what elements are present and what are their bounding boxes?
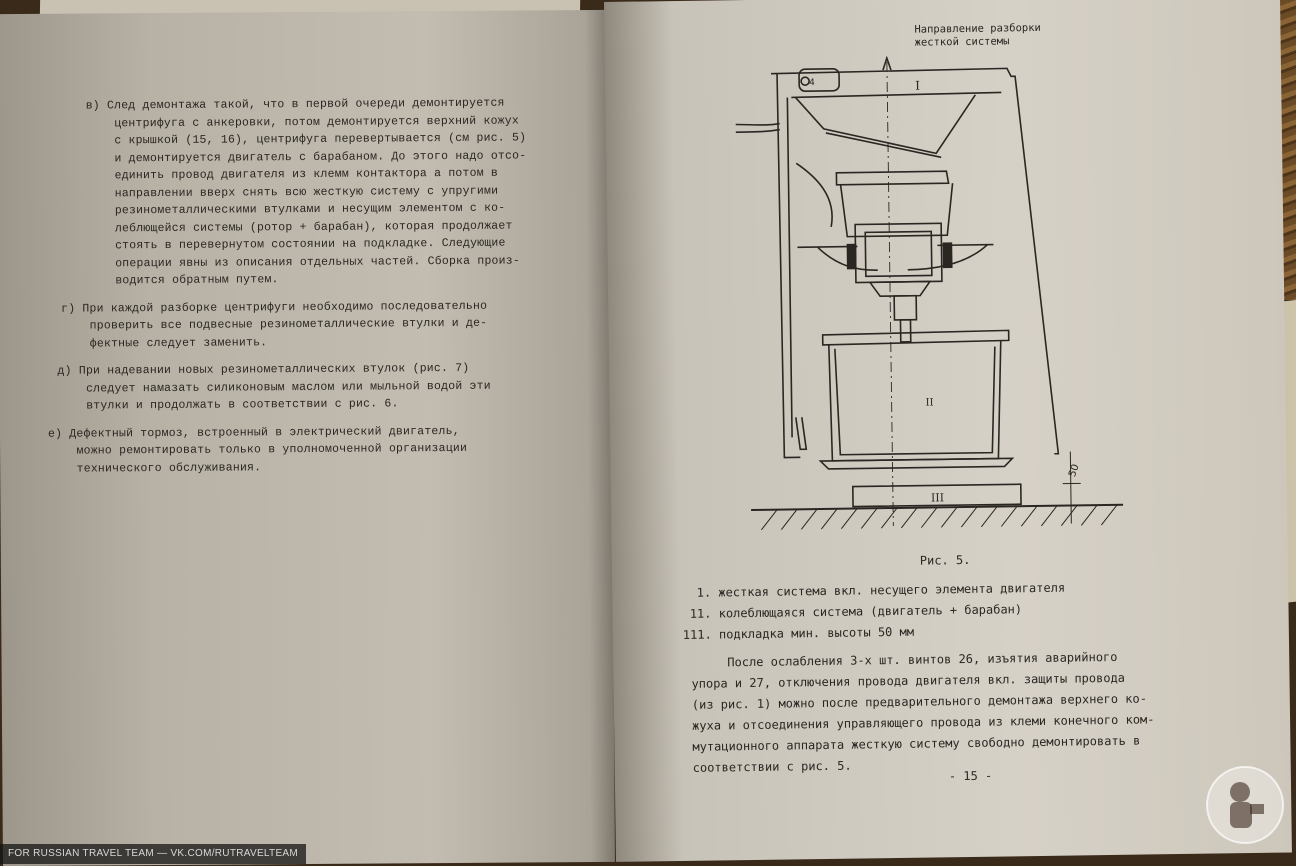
figure-caption: Рис. 5.	[920, 553, 971, 568]
label-III: III	[931, 491, 944, 504]
callout-label: 4	[809, 78, 815, 88]
paragraph-e: е) Дефектный тормоз, встроенный в электрический двигатель, можно ремонтировать только в уполномоченной организации технического обслуживания.	[48, 422, 529, 478]
label-II: II	[926, 397, 934, 408]
dimension-label: 50	[1067, 463, 1082, 479]
figure-legend: 1. жесткая система вкл. несущего элемента двигателя 11. колеблющаяся система (двигатель + барабан) 111. подкладка мин. высоты 50 мм	[682, 578, 1066, 646]
right-page	[604, 0, 1292, 862]
page-number: - 15 -	[949, 769, 993, 784]
nordskif-logo	[1204, 764, 1286, 846]
right-page-body: После ослабления 3-х шт. винтов 26, изъятия аварийного упора и 27, отключения провода двигателя вкл. защиты провода (из рис. 1) можно после предварительного демонтажа верхнего ко- жуха и отсоединения управляющего провода из клеми конечного ком- мутационного аппарата жесткую систему свободно демонтировать в соответствии с рис. 5.	[691, 646, 1155, 778]
left-page-text	[86, 94, 529, 477]
paragraph-v: в) След демонтажа такой, что в первой очереди демонтируется центрифуга с анкеровки, потом демонтируется верхний кожух с крышкой (15, 16), центрифуга перевертывается (см рис. 5) и демонтируется двигатель с барабаном. До этого надо отсо- единить провод двигателя из клемм контактора а потом в направлении вверх снять всю жесткую систему с упругими резинометаллическими втулками и несущим элементом с ко- леблющейся системы (ротор + барабан), которая продолжает стоять в перевернутом состоянии на подкладке. Следующие операции явны из описания отдельных частей. Сборка произ- водится обратным путем.	[86, 94, 528, 290]
centrifuge-diagram	[735, 53, 1142, 549]
paragraph-d: д) При надевании новых резинометаллических втулок (рис. 7) следует намазать силиконовым маслом или мыльной водой эти втулки и продолжать в соответствии с рис. 6.	[57, 359, 528, 415]
figure-header: Направление разборки жесткой системы	[914, 22, 1041, 50]
label-I: I	[915, 79, 920, 93]
left-page	[0, 10, 615, 866]
paragraph-g: г) При каждой разборке центрифуги необходимо последовательно проверить все подвесные резинометаллические втулки и де- фектные следует заменить.	[61, 297, 528, 353]
watermark: FOR RUSSIAN TRAVEL TEAM — VK.COM/RUTRAVELTEAM	[0, 844, 306, 864]
